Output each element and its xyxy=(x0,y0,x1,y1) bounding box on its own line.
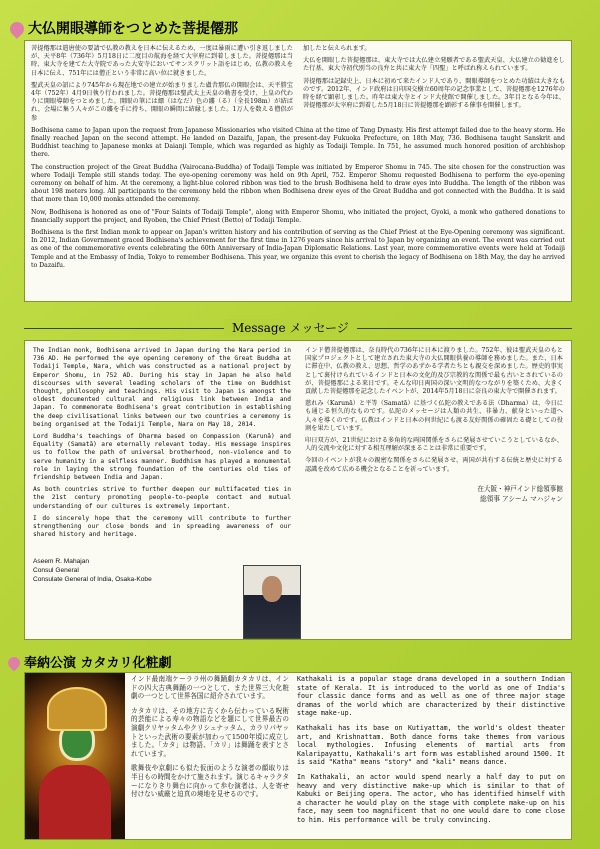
performer-crown xyxy=(47,687,107,731)
bodhisena-en-3: Now, Bodhisena is honored as one of "Four Saints of Todaiji Temple", along with Emperor Shomu, who initiated the project, Gyoki, a monk who gathered donations to financially support the project, and Ryoben, the Chief Priest (Betto) of Todaiji Temple. xyxy=(31,208,565,224)
bodhisena-en-4: Bodhisena is the first Indian monk to appear on Japan's written history and his contribution of serving as the Chief Priest at the Eye-Opening ceremony was significant. In 2012, Indian Government graced Bodhisena's achievement for the first time in 1276 years since his arrival to Japan by organizing an event. The event was carried out as one of the commemorative events celebrating the 60th Anniversary of India-Japan Diplomatic Relations. Last year, more commemorative events were held at Todaiji Temple and at the Embassy of India, Tokyo to remember Bodhisena. This year, we organize this event to cherish the legacy of Bodhisena on 18th May, the day he arrived to Dazaifu. xyxy=(31,229,565,269)
message-en-1: The Indian monk, Bodhisena arrived in Japan during the Nara period in 736 AD. He performed the eye opening ceremony of the Great Buddha at Todaiji Temple, Nara, which was constructed as a national project by Emperor Shomu, in 752 AD. During his stay in Japan he also held discourses with several leading scholars of the time on Buddhist thought, philosophy and teachings. His visit to Japan is amongst the oldest documented cultural and religious link between India and Japan. To commemorate Bodhisena's great contribution in establishing the deep civilisational links between our two countries a ceremony is being organised at the Todaiji Temple, Nara on May 18, 2014. xyxy=(33,347,291,428)
consul-general-portrait xyxy=(243,565,301,639)
signature-name: Aseem R. Mahajan xyxy=(33,558,90,566)
bodhisena-en-1: Bodhisena came to Japan upon the request from Japanese Missionaries who visited China at the time of Tang Dynasty. His first attempt failed due to the heavy storm. He finally reached Japan on the second attempt. He landed on Dazaifu, Japan, the present-day Fukuoka Prefecture, on 18th May, 736. Bodhisena taught Sanskrit and Buddhist teaching to Japanese monks at Daianji Temple, which was regarded as highly as Todaiji Temple. In 751, he assumed much honored position of archbishop there. xyxy=(31,126,565,159)
kathakali-en-3: In Kathakali, an actor would spend nearly a half day to put on heavy and very distinctive make-up which is similar to that of Kabuki or Beijing opera. The actor, who has identified himself with a character he would play on the stage with complete make-up on his face, may seem too magnificent that no one would dare to come close to him. His performance will be truly convincing. xyxy=(297,772,565,824)
lotus-ornament-icon-2 xyxy=(6,655,23,672)
message-en-3: As both countries strive to further deepen our multifaceted ties in the 21st century promoting people-to-people contact and mutual understanding of our cultures is extremely important. xyxy=(33,486,291,510)
message-en-4: I do sincerely hope that the ceremony will contribute to further strengthening our close bonds and in spreading awareness of our shared history and heritage. xyxy=(33,514,291,539)
message-en-column xyxy=(33,347,291,584)
message-ja-1: インド僧菩提僊那は、奈良時代の736年に日本に渡りました。752年、彼は聖武天皇のもと国家プロジェクトとして建立された東大寺の大仏開眼供養の導師を務めました。また、日本に滞在中、仏教の教え、思想、哲学のあずかる学者たちとも親交を深めました。歴史的事実として裏付けられているインドと日本の文化的及び宗教的な関係で最も古いとされているのが、菩提僊那による来日です。そんな印日両国の深い文明的なつながりを築くため、大きく貢献した菩提僊那を記念したイベントが、2014年5月18日に奈良の東大寺で開催されます。 xyxy=(305,347,563,396)
bodhisena-ja-left-1: 菩提僊那は遣唐使の要請で仏教の教えを日本に伝えるため、一度は暴雨に遭い引き返しましたが、天平8年（736年）5月18日に二度目の航海を経て大宰府に到着しました。菩提僊那は当時、東大寺を建てた大寺院であった大安寺においてサンスクリット語をはじめ、仏教の教えを日本に伝え、751年には僧正という非常に高い位に就きました。 xyxy=(31,45,293,77)
kathakali-panel xyxy=(24,672,572,840)
kathakali-en-1: Kathakali is a popular stage drama developed in a southern Indian state of Kerala. It is introduced to the world as one of India's four classic dance forms and as well as one of three major stage dramas of the world which are characterized by their distinctive stage make-up. xyxy=(297,675,565,718)
message-ja-3: 印日双方が、21世紀における多角的な両国関係をさらに発展させていこうとしているなか、人的交流や文化に対する相互理解が深まることは非常に重要です。 xyxy=(305,437,563,453)
bodhisena-title: 大仏開眼導師をつとめた菩提僊那 xyxy=(28,21,238,37)
bodhisena-en-2: The construction project of the Great Buddha (Vairocana-Buddha) of Todaiji Temple was initiated by Emperor Shomu in 745. The site chosen for the construction was where Todaiji Temple still stands today. The eye-opening ceremony was held on 9th April, 752. Emperor Shomu requested Bodhisena to perform the eye-opening ceremony on behalf of him. At the ceremony, a light-blue colored ribbon was tied to the brush Bodhisena held to draw eyes into Buddha. The length of the ribbon was about 198 meters long. All participants to the ceremony held the ribbon when Bodhisena drew eyes of the Great Buddha and got connected with the Buddha. It is said that more than 10,000 monks attended the ceremony. xyxy=(31,163,565,204)
kathakali-ja-3: 歌舞伎や京劇にも似た仮面のような演者の顔取りは半日もの時間をかけて施されます。演じるキャラクターになりきり舞台に向かって歩む演者は、人を寄せ付けない威厳と迫真の境地を見せるのです。 xyxy=(131,764,289,799)
kathakali-title: 奉納公演 カタカリ化粧劇 xyxy=(24,656,172,671)
message-title: Message メッセージ xyxy=(224,319,357,336)
ja-signature-office: 在大阪・神戸インド総領事館 xyxy=(477,484,563,493)
portrait-head xyxy=(262,576,282,602)
kathakali-performer-photo xyxy=(25,673,125,840)
kathakali-ja-2: カタカリは、その地方に古くから伝わっている呪術的芸能による寿々の物語などを題にして世界最古の演劇クリヤッタムやクリシュナッタム、カラリパヤットといった武術の要素が加わって1500年頃に成立しました。「カタ」は物語、「カリ」は舞踊を表すとされています。 xyxy=(131,706,289,758)
bodhisena-panel xyxy=(24,40,572,302)
message-en-2: Lord Buddha's teachings of Dharma based on Compassion (Karunā) and Equality (Samatā) are eternally relevant today. His message inspires us to follow the path of universal brotherhood, non-violence and to serve humanity in a selfless manner. Buddhism has played a monumental role in laying the strong foundation of the centuries old ties of friendship between India and Japan. xyxy=(33,433,291,482)
bodhisena-ja-left-2: 聖武天皇の詔により745年から現在地での建立が始まりました盧舎那仏の開眼会は、天平勝宝4年（752年）4月9日執り行われました。菩提僊那は聖武太上天皇の勅書を受け、上皇の代わりに開眼導師をつとめました。開眼の筆には縹（はなだ）色の縷（る）（全長198m）が結ばれ、会場に集う人々がこの縷を手に持ち、開眼の瞬間に結縁しました。1万人を数える僧侶が参 xyxy=(31,81,293,122)
ja-signature-name: 総領事 アシーム マハジャン xyxy=(480,494,563,503)
performer-costume xyxy=(39,765,111,840)
message-title-bar xyxy=(24,319,572,337)
message-ja-column xyxy=(305,347,563,584)
kathakali-en-2: Kathakali has its base on Kutiyattam, the world's oldest theater art, and Krishnattam. Both dance forms take themes from various local mythologies. Infusing elements of martial arts from Kalaripayattu, Kathakali's art form was established around 1500. It is said "Katha" means "story" and "kali" means dance. xyxy=(297,723,565,767)
message-ja-2: 慈れみ（Karunā）と平等（Samatā）に基づく仏陀の教えである法（Dharma）は、今日にも通じる恒久的なものです。仏陀のメッセージは人類の共生、非暴力、献身といった道へ人々を導くのです。仏教はインドと日本の何世紀にも渡る友好関係の確固たる礎としての役割を果たしています。 xyxy=(305,400,563,432)
bodhisena-ja-right-1: 加したと伝えられます。 xyxy=(303,45,371,52)
signature-title: Consul General xyxy=(33,567,79,575)
bodhisena-ja-right-3: 菩提僊那は記録史上、日本に初めて来たインド人であり、開眼導師をつとめた功績は大きなものです。2012年、インド政府は日印国交樹立60周年の記念事業として、菩提僊那を1276年の時を経て顕彰しました。昨年は東大寺とインド大使館で開催しました。3年目となる今年は、菩提僊那が太宰府に到着した5月18日に菩提僊那を顕彰する催事を開催します。 xyxy=(303,77,565,110)
bodhisena-ja-right-2: 大仏を開眼した菩提僊那は、東大寺では大仏建立発願者である聖武天皇、大仏建立の勧進をした行基、東大寺初代別当の良弁と共に東大寺「四聖」と呼ばれ称えられています。 xyxy=(303,57,565,73)
signature-office: Consulate General of India, Osaka-Kobe xyxy=(33,576,152,584)
message-ja-4: 今回のイベントが我々の親密な関係をさらに発展させ、両国が共有する伝統と歴史に対する認識を改めて広める機会となることを祈っています。 xyxy=(305,457,563,473)
kathakali-ja-1: インド最南端ケーララ州の舞踊劇カタカリは、インドの四大古典舞踊の一つとして、また世界三大化粧劇の一つとして世界各国に紹介されています。 xyxy=(131,675,289,701)
lotus-ornament-icon xyxy=(7,19,27,39)
